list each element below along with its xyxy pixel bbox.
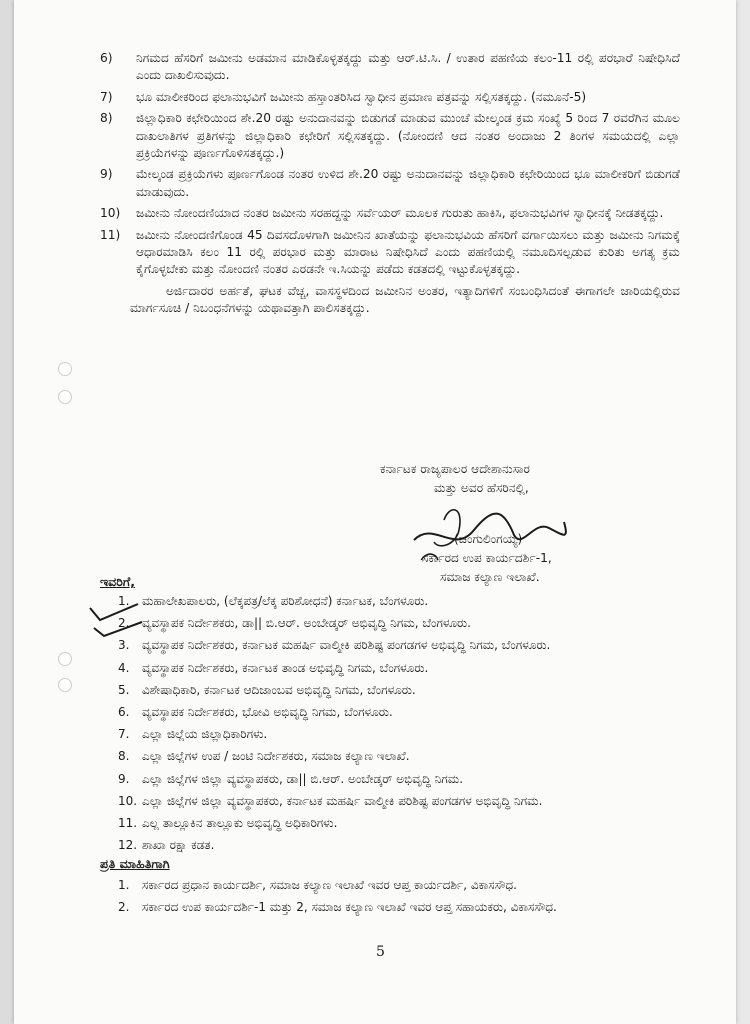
punch-hole (58, 678, 72, 692)
item-number: 1. (118, 878, 130, 892)
item-number: 8) (100, 111, 113, 126)
item-number: 3. (118, 638, 130, 653)
item-text: ಎಲ್ಲಾ ಜಿಲ್ಲೆಗಳ ಜಿಲ್ಲಾ ವ್ಯವಸ್ಥಾಪಕರು, ಕರ್ನಾಟಕ ಮಹರ್ಷಿ ವಾಲ್ಮೀಕಿ ಪರಿಶಿಷ್ಟ ಪಂಗಡಗಳ ಅಭಿವೃದ್ಧಿ ನಿಗಮ. (142, 793, 543, 808)
item-text: ಮೇಲ್ಕಂಡ ಪ್ರಕ್ರಿಯೆಗಳು ಪೂರ್ಣಗೊಂಡ ನಂತರ ಉಳಿದ ಶೇ.20 ರಷ್ಟು ಅನುದಾನವನ್ನು ಜಿಲ್ಲಾಧಿಕಾರಿ ಕಛೇರಿಯಿಂದ ಭೂ ಮಾಲೀಕರಿಗೆ ಬಿಡುಗಡೆ ಮಾಡುವುದು. (136, 167, 680, 199)
handwritten-signature (404, 500, 574, 560)
copy-recipient-item (118, 876, 678, 894)
item-number: 4. (118, 660, 130, 675)
item-text: ಜಿಲ್ಲಾಧಿಕಾರಿ ಕಛೇರಿಯಿಂದ ಶೇ.20 ರಷ್ಟು ಅನುದಾನವನ್ನು ಬಿಡುಗಡೆ ಮಾಡುವ ಮುಂಚೆ ಮೇಲ್ಕಂಡ ಕ್ರಮ ಸಂಖ್ಯೆ 5 ರಿಂದ 7 ರವರೆಗಿನ ಮೂಲ ದಾಖಲಾತಿಗಳ ಪ್ರತಿಗಳನ್ನು ಜಿಲ್ಲಾಧಿಕಾರಿ ಕಛೇರಿಗೆ ಸಲ್ಲಿಸತಕ್ಕದ್ದು. (ನೋಂದಣಿ ಆದ ನಂತರ ಅಂದಾಜು 2 ತಿಂಗಳ ಸಮಯದಲ್ಲಿ ಎಲ್ಲಾ ಪ್ರಕ್ರಿಯೆಗಳನ್ನು ಪೂರ್ಣಗೊಳಿಸತಕ್ಕದ್ದು.) (136, 111, 680, 161)
closing-paragraph: ಅರ್ಜಿದಾರರ ಅರ್ಹತೆ, ಘಟಕ ವೆಚ್ಚ, ವಾಸಸ್ಥಳದಿಂದ ಜಮೀನಿನ ಅಂತರ, ಇತ್ಯಾದಿಗಳಿಗೆ ಸಂಬಂಧಿಸಿದಂತೆ ಈಗಾಗಲೇ ಜಾರಿಯಲ್ಲಿರುವ ಮಾರ್ಗಸೂಚಿ / ನಿಬಂಧನೆಗಳನ್ನು ಯಥಾವತ್ತಾಗಿ ಪಾಲಿಸತಕ್ಕದ್ದು. (130, 283, 680, 316)
item-number: 2. (118, 900, 130, 915)
condition-item (100, 50, 680, 85)
condition-item (100, 110, 680, 162)
copy-heading: ಪ್ರತಿ ಮಾಹಿತಿಗಾಗಿ (100, 856, 170, 871)
signatory-department: ಸಮಾಜ ಕಲ್ಯಾಣ ಇಲಾಖೆ. (440, 570, 540, 584)
item-number: 5. (118, 682, 130, 697)
recipient-item (118, 592, 678, 610)
item-number: 10) (100, 206, 121, 221)
recipient-item (118, 614, 678, 632)
item-text: ಭೂ ಮಾಲೀಕರಿಂದ ಫಲಾನುಭವಿಗೆ ಜಮೀನು ಹಸ್ತಾಂತರಿಸಿದ ಸ್ವಾಧೀನ ಪ್ರಮಾಣ ಪತ್ರವನ್ನು ಸಲ್ಲಿಸತಕ್ಕದ್ದು. (ನಮೂನೆ-5) (136, 89, 587, 104)
item-text: ಸರ್ಕಾರದ ಪ್ರಧಾನ ಕಾರ್ಯದರ್ಶಿ, ಸಮಾಜ ಕಲ್ಯಾಣ ಇಲಾಖೆ ಇವರ ಆಪ್ತ ಕಾರ್ಯದರ್ಶಿ, ವಿಕಾಸಸೌಧ. (142, 878, 517, 892)
item-text: ಮಹಾಲೇಖಪಾಲರು, (ಲೆಕ್ಕಪತ್ರ/ಲೆಕ್ಕ ಪರಿಶೋಧನೆ) ಕರ್ನಾಟಕ, ಬೆಂಗಳೂರು. (142, 594, 429, 608)
recipient-item (118, 681, 678, 699)
item-number: 9. (118, 771, 130, 786)
item-number: 10. (118, 793, 138, 808)
item-text: ಜಮೀನು ನೋಂದಣಿಯಾದ ನಂತರ ಜಮೀನು ಸರಹದ್ದನ್ನು ಸರ್ವೆಯರ್ ಮೂಲಕ ಗುರುತು ಹಾಕಿಸಿ, ಫಲಾನುಭವಿಗಳ ಸ್ವಾಧೀನಕ್ಕೆ ನೀಡತಕ್ಕದ್ದು. (136, 206, 664, 221)
item-number: 8. (118, 749, 130, 764)
recipients-heading: ಇವರಿಗೆ, (100, 574, 136, 589)
recipient-item (118, 836, 678, 854)
authority-line: ಕರ್ನಾಟಕ ರಾಜ್ಯಪಾಲರ ಆದೇಶಾನುಸಾರ (380, 462, 530, 476)
item-text: ವ್ಯವಸ್ಥಾಪಕ ನಿರ್ದೇಶಕರು, ಡಾ|| ಬಿ.ಆರ್. ಅಂಬೇಡ್ಕರ್ ಅಭಿವೃದ್ಧಿ ನಿಗಮ, ಬೆಂಗಳೂರು. (142, 616, 471, 631)
authority-line-2: ಮತ್ತು ಅವರ ಹೆಸರಿನಲ್ಲಿ, (434, 481, 529, 495)
conditions-section (100, 50, 680, 318)
recipient-item (118, 747, 678, 765)
condition-item (100, 166, 680, 201)
signatory-designation: ಸರ್ಕಾರದ ಉಪ ಕಾರ್ಯದರ್ಶಿ-1, (422, 551, 552, 565)
condition-item (100, 227, 680, 279)
copy-recipients-list (118, 876, 678, 920)
item-number: 2. (118, 616, 130, 631)
item-number: 7. (118, 727, 130, 742)
recipients-list (118, 592, 678, 858)
recipient-item (118, 792, 678, 810)
item-number: 6. (118, 705, 130, 720)
item-number: 12. (118, 838, 138, 853)
item-number: 6) (100, 51, 113, 65)
signature-block (380, 460, 700, 587)
item-text: ವ್ಯವಸ್ಥಾಪಕ ನಿರ್ದೇಶಕರು, ಕರ್ನಾಟಕ ಮಹರ್ಷಿ ವಾಲ್ಮೀಕಿ ಪರಿಶಿಷ್ಟ ಪಂಗಡಗಳ ಅಭಿವೃದ್ಧಿ ನಿಗಮ, ಬೆಂಗಳೂರು. (142, 638, 551, 653)
punch-hole (58, 362, 72, 376)
condition-item (100, 205, 680, 222)
item-text: ನಿಗಮದ ಹೆಸರಿಗೆ ಜಮೀನು ಅಡಮಾನ ಮಾಡಿಕೊಳ್ಳತಕ್ಕದ್ದು ಮತ್ತು ಆರ್.ಟಿ.ಸಿ. / ಉತಾರ ಪಹಣಿಯ ಕಲಂ-11 ರಲ್ಲಿ ಪರಭಾರೆ ನಿಷೇಧಿಸಿದೆ ಎಂದು ದಾಖಲಿಸುವುದು. (136, 51, 680, 83)
item-text: ಸರ್ಕಾರದ ಉಪ ಕಾರ್ಯದರ್ಶಿ-1 ಮತ್ತು 2, ಸಮಾಜ ಕಲ್ಯಾಣ ಇಲಾಖೆ ಇವರ ಆಪ್ತ ಸಹಾಯಕರು, ವಿಕಾಸಸೌಧ. (142, 900, 557, 915)
punch-hole (58, 390, 72, 404)
item-number: 1. (118, 594, 130, 608)
page-number: 5 (376, 944, 385, 960)
item-number: 11) (100, 227, 121, 242)
item-text: ಎಲ್ಲ ತಾಲ್ಲೂಕಿನ ತಾಲ್ಲೂಕು ಅಭಿವೃದ್ಧಿ ಅಧಿಕಾರಿಗಳು. (142, 816, 338, 831)
item-text: ಎಲ್ಲಾ ಜಿಲ್ಲೆಗಳ ಉಪ / ಜಂಟಿ ನಿರ್ದೇಶಕರು, ಸಮಾಜ ಕಲ್ಯಾಣ ಇಲಾಖೆ. (142, 749, 410, 764)
copy-recipient-item (118, 898, 678, 916)
recipient-item (118, 725, 678, 743)
item-text: ಜಮೀನು ನೋಂದಣಿಗೊಂಡ 45 ದಿವಸದೊಳಗಾಗಿ ಜಮೀನಿನ ಖಾತೆಯನ್ನು ಫಲಾನುಭವಿಯ ಹೆಸರಿಗೆ ವರ್ಗಾಯಿಸಲು ಮತ್ತು ಜಮೀನು ನಿಗಮಕ್ಕೆ ಆಧಾರಮಾಡಿಸಿ ಕಲಂ 11 ರಲ್ಲಿ ಪರಭಾರ ಮತ್ತು ಮಾರಾಟ ನಿಷೇಧಿಸಿದೆ ಎಂದು ಪಹಣಿಯಲ್ಲಿ ನಮೂದಿಸಲ್ಪಡುವ ಕುರಿತು ಅಗತ್ಯ ಕ್ರಮ ಕೈಗೊಳ್ಳಬೇಕು ಮತ್ತು ನೋಂದಣಿ ನಂತರ ಎರಡನೇ ಇ.ಸಿಯನ್ನು ಪಡೆದು ಕಡತದಲ್ಲಿ ಇಟ್ಟುಕೊಳ್ಳತಕ್ಕದ್ದು. (136, 227, 680, 277)
recipient-item (118, 636, 678, 654)
conditions-list (100, 50, 680, 279)
item-text: ಎಲ್ಲಾ ಜಿಲ್ಲೆಗಳ ಜಿಲ್ಲಾ ವ್ಯವಸ್ಥಾಪಕರು, ಡಾ|| ಬಿ.ಆರ್. ಅಂಬೇಡ್ಕರ್ ಅಭಿವೃದ್ಧಿ ನಿಗಮ. (142, 771, 464, 786)
recipient-item (118, 814, 678, 832)
punch-hole (58, 652, 72, 666)
condition-item (100, 89, 680, 106)
item-text: ವಿಶೇಷಾಧಿಕಾರಿ, ಕರ್ನಾಟಕ ಆದಿಜಾಂಬವ ಅಭಿವೃದ್ಧಿ ನಿಗಮ, ಬೆಂಗಳೂರು. (142, 682, 416, 697)
item-text: ಎಲ್ಲಾ ಜಿಲ್ಲೆಯ ಜಿಲ್ಲಾಧಿಕಾರಿಗಳು. (142, 727, 268, 742)
scan-left-edge (0, 0, 14, 1024)
item-number: 9) (100, 167, 113, 182)
item-text: ಶಾಖಾ ರಕ್ಷಾ ಕಡತ. (142, 838, 215, 853)
recipient-item (118, 703, 678, 721)
signatory-name: (ಚಂಗುಲಿಂಗಯ್ಯ) (454, 532, 523, 546)
item-number: 7) (100, 89, 113, 104)
item-text: ವ್ಯವಸ್ಥಾಪಕ ನಿರ್ದೇಶಕರು, ಕರ್ನಾಟಕ ತಾಂಡ ಅಭಿವೃದ್ಧಿ ನಿಗಮ, ಬೆಂಗಳೂರು. (142, 660, 429, 675)
item-number: 11. (118, 816, 138, 831)
recipient-item (118, 770, 678, 788)
recipient-item (118, 659, 678, 677)
item-text: ವ್ಯವಸ್ಥಾಪಕ ನಿರ್ದೇಶಕರು, ಭೋವಿ ಅಭಿವೃದ್ಧಿ ನಿಗಮ, ಬೆಂಗಳೂರು. (142, 705, 393, 720)
